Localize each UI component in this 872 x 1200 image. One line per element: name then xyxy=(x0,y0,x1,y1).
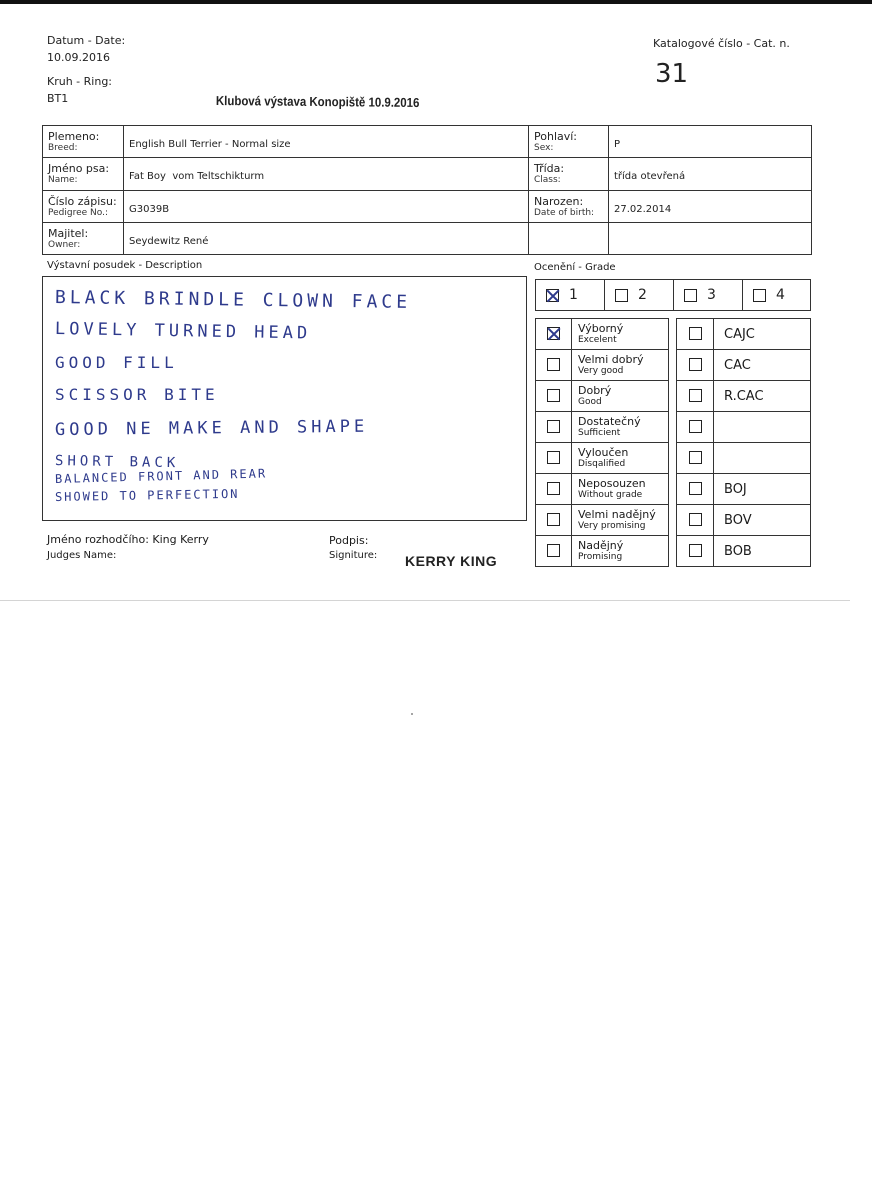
qualification-row[interactable] xyxy=(536,412,669,443)
qualification-sublabel: Excelent xyxy=(578,335,617,345)
title-label: BOV xyxy=(714,505,811,536)
checkbox-icon[interactable] xyxy=(547,451,560,464)
class-label: Třída: xyxy=(534,162,565,176)
owner-label: Majitel: xyxy=(48,226,89,240)
checkbox-icon[interactable] xyxy=(689,451,702,464)
title-row[interactable] xyxy=(677,474,811,505)
description-line: GOOD NE MAKE AND SHAPE xyxy=(54,416,369,440)
grade-number: 3 xyxy=(707,287,716,303)
sex-value: P xyxy=(614,139,621,151)
title-row[interactable] xyxy=(677,443,811,474)
qualification-sublabel: Very promising xyxy=(578,521,646,531)
judge-sublabel: Judges Name: xyxy=(47,550,117,561)
qualification-label: Výborný xyxy=(578,322,624,335)
scan-top-edge xyxy=(0,0,872,4)
description-label: Výstavní posudek - Description xyxy=(47,260,203,271)
qualification-sublabel: Without grade xyxy=(578,490,643,500)
title-row[interactable] xyxy=(677,381,811,412)
breed-value-cell xyxy=(124,126,529,158)
class-value: třída otevřená xyxy=(614,171,686,183)
description-line: GOOD FILL xyxy=(55,353,178,372)
checkbox-icon[interactable] xyxy=(547,389,560,402)
description-line: SHOWED TO PERFECTION xyxy=(54,486,240,504)
qualification-label: Dobrý xyxy=(578,384,612,397)
pedigree-label-cell xyxy=(43,190,124,222)
checkbox-icon[interactable] xyxy=(547,513,560,526)
name-sublabel: Name: xyxy=(48,175,78,186)
qualification-sublabel: Disqalified xyxy=(578,459,626,469)
description-line: SHORT BACK xyxy=(54,453,180,472)
qualification-label: Vyloučen xyxy=(578,446,629,459)
checkbox-icon[interactable] xyxy=(684,289,697,302)
title-label xyxy=(714,443,811,474)
qualification-label: Dostatečný xyxy=(578,415,641,428)
grade-number: 2 xyxy=(638,287,647,303)
title-label: CAJC xyxy=(714,319,811,350)
sex-value-cell xyxy=(609,126,812,158)
description-line: SCISSOR BITE xyxy=(55,385,219,404)
birth-value: 27.02.2014 xyxy=(614,203,672,215)
title-row[interactable] xyxy=(677,319,811,350)
grade-option-3[interactable] xyxy=(673,279,743,311)
qualification-label: Neposouzen xyxy=(578,477,646,490)
breed-label-cell xyxy=(43,126,124,158)
checkbox-checked-icon[interactable] xyxy=(546,289,559,302)
title-row[interactable] xyxy=(677,536,811,567)
name-label: Jméno psa: xyxy=(48,162,110,176)
breed-label: Plemeno: xyxy=(48,130,100,144)
class-value-cell xyxy=(609,158,812,190)
checkbox-icon[interactable] xyxy=(547,420,560,433)
qualification-row[interactable] xyxy=(536,350,669,381)
grade-option-4[interactable] xyxy=(742,279,811,311)
description-box xyxy=(42,276,527,521)
grade-number: 4 xyxy=(776,287,785,303)
checkbox-icon[interactable] xyxy=(689,420,702,433)
pedigree-value-cell xyxy=(124,190,529,222)
dog-info-table xyxy=(42,125,812,255)
birth-sublabel: Date of birth: xyxy=(534,207,595,218)
judge-name: Jméno rozhodčího: King Kerry xyxy=(47,533,209,546)
checkbox-icon[interactable] xyxy=(615,289,628,302)
title-row[interactable] xyxy=(677,412,811,443)
birth-label: Narozen: xyxy=(534,194,584,208)
owner-value-cell xyxy=(124,222,529,254)
description-line: LOVELY TURNED HEAD xyxy=(54,319,312,344)
sex-sublabel: Sex: xyxy=(534,143,554,154)
show-title: Klubová výstava Konopiště 10.9.2016 xyxy=(215,93,420,111)
name-label-cell xyxy=(43,158,124,190)
owner-label-cell xyxy=(43,222,124,254)
qualification-sublabel: Sufficient xyxy=(578,428,621,438)
qualification-row[interactable] xyxy=(536,505,669,536)
ring-value: BT1 xyxy=(47,92,69,105)
description-line: BALANCED FRONT AND REAR xyxy=(54,466,268,486)
title-label: CAC xyxy=(714,350,811,381)
checkbox-icon[interactable] xyxy=(689,482,702,495)
title-row[interactable] xyxy=(677,350,811,381)
title-label: BOJ xyxy=(714,474,811,505)
checkbox-icon[interactable] xyxy=(547,544,560,557)
titles-table xyxy=(676,318,811,567)
checkbox-icon[interactable] xyxy=(547,482,560,495)
pedigree-value: G3039B xyxy=(129,203,170,215)
title-label xyxy=(714,412,811,443)
qualification-row[interactable] xyxy=(536,319,669,350)
breed-sublabel: Breed: xyxy=(48,143,78,154)
checkbox-icon[interactable] xyxy=(547,358,560,371)
pedigree-label: Číslo zápisu: xyxy=(48,194,117,208)
checkbox-icon[interactable] xyxy=(689,358,702,371)
empty-cell-a xyxy=(529,222,609,254)
description-line: BLACK BRINDLE CLOWN FACE xyxy=(54,287,412,313)
qualification-label: Nadějný xyxy=(578,539,624,552)
qualification-label: Velmi dobrý xyxy=(578,353,644,366)
grade-option-1[interactable] xyxy=(535,279,605,311)
signature-label: Podpis: xyxy=(329,534,369,547)
title-label: BOB xyxy=(714,536,811,567)
checkbox-icon[interactable] xyxy=(753,289,766,302)
checkbox-icon[interactable] xyxy=(689,389,702,402)
birth-value-cell xyxy=(609,190,812,222)
checkbox-icon[interactable] xyxy=(689,327,702,340)
title-row[interactable] xyxy=(677,505,811,536)
checkbox-checked-icon[interactable] xyxy=(547,327,560,340)
catalog-label: Katalogové číslo - Cat. n. xyxy=(653,37,790,50)
checkbox-icon[interactable] xyxy=(689,544,702,557)
qualification-sublabel: Promising xyxy=(578,552,623,562)
pedigree-sublabel: Pedigree No.: xyxy=(48,207,108,218)
owner-sublabel: Owner: xyxy=(48,239,81,250)
class-label-cell xyxy=(529,158,609,190)
grade-label: Ocenění - Grade xyxy=(534,262,616,273)
qualification-sublabel: Good xyxy=(578,397,602,407)
breed-value: English Bull Terrier - Normal size xyxy=(129,139,291,151)
sex-label: Pohlaví: xyxy=(534,130,578,144)
ring-label: Kruh - Ring: xyxy=(47,75,113,88)
date-value: 10.09.2016 xyxy=(47,51,110,64)
title-label: R.CAC xyxy=(714,381,811,412)
scan-speck xyxy=(411,713,413,715)
date-label: Datum - Date: xyxy=(47,34,126,47)
qualification-row[interactable] xyxy=(536,536,669,567)
qualification-row[interactable] xyxy=(536,381,669,412)
qualification-row[interactable] xyxy=(536,443,669,474)
dog-name-value: Fat Boy vom Teltschikturm xyxy=(129,171,265,183)
birth-label-cell xyxy=(529,190,609,222)
qualification-row[interactable] xyxy=(536,474,669,505)
page-fold-line xyxy=(0,600,850,601)
checkbox-icon[interactable] xyxy=(689,513,702,526)
owner-value: Seydewitz René xyxy=(129,235,209,247)
qualification-label: Velmi nadějný xyxy=(578,508,656,521)
grade-option-2[interactable] xyxy=(604,279,674,311)
catalog-number: 31 xyxy=(655,59,689,89)
qualification-sublabel: Very good xyxy=(578,366,624,376)
grade-number: 1 xyxy=(569,287,578,303)
signature: KERRY KING xyxy=(405,553,498,569)
sex-label-cell xyxy=(529,126,609,158)
empty-cell-b xyxy=(609,222,812,254)
qualification-table xyxy=(535,318,669,567)
class-sublabel: Class: xyxy=(534,175,561,186)
signature-sublabel: Signiture: xyxy=(329,550,378,561)
name-value-cell xyxy=(124,158,529,190)
